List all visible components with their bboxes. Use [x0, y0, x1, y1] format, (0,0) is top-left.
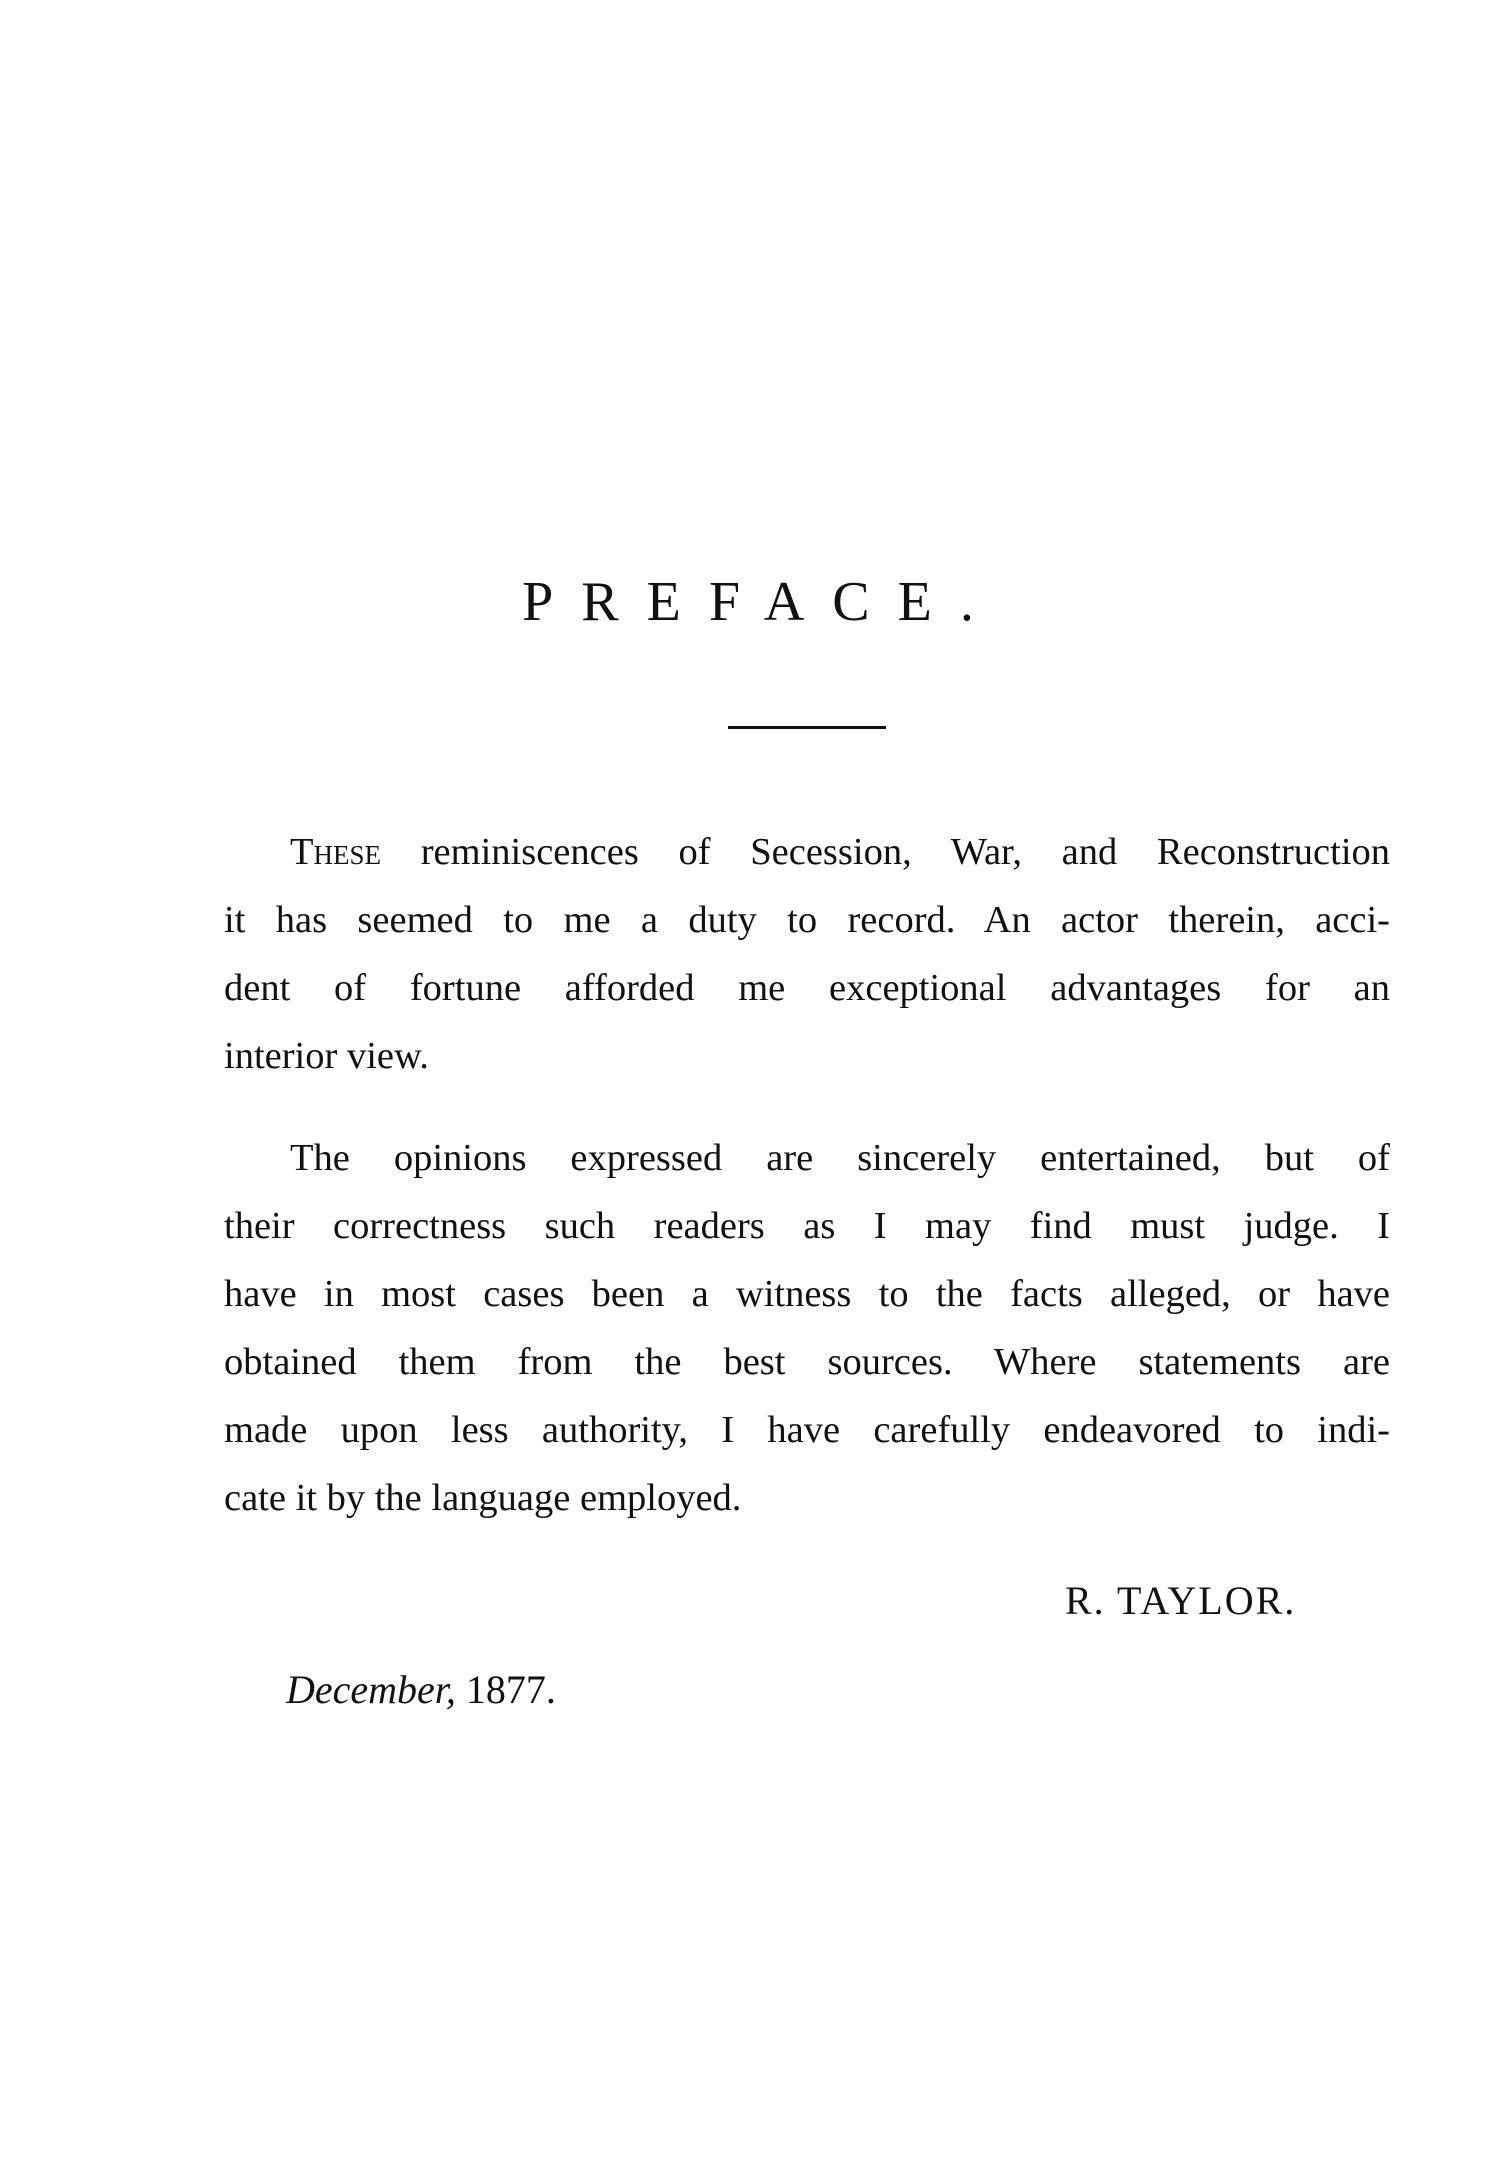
paragraph-1-line-3: dent of fortune afforded me exceptional advantages for an	[224, 967, 1390, 1009]
paragraph-1-line-2: it has seemed to me a duty to record. An actor therein, acci-	[224, 899, 1390, 941]
paragraph-1	[224, 818, 1390, 1090]
paragraph-2-line-2: their correctness such readers as I may find must judge. I	[224, 1205, 1390, 1247]
date-year: 1877.	[465, 1667, 556, 1712]
paragraph-2-line-6: cate it by the language employed.	[224, 1477, 742, 1519]
page-title: PREFACE.	[522, 571, 1002, 633]
date-month: December,	[286, 1667, 456, 1712]
paragraph-1-line-4: interior view.	[224, 1035, 429, 1077]
paragraph-2-line-1	[224, 1124, 1390, 1192]
author-signature: R. TAYLOR.	[1065, 1578, 1297, 1623]
preface-date	[286, 1666, 556, 1713]
title-rule	[728, 726, 886, 729]
paragraph-2-line-4: obtained them from the best sources. Where statements are	[224, 1341, 1390, 1383]
text-line: The opinions expressed are sincerely entertained, but of	[290, 1137, 1390, 1179]
lead-word: These	[290, 831, 382, 873]
paragraph-2-line-5: made upon less authority, I have carefully endeavored to indi-	[224, 1409, 1390, 1451]
paragraph-1-line-1	[224, 818, 1390, 886]
paragraph-2-line-3: have in most cases been a witness to the facts alleged, or have	[224, 1273, 1390, 1315]
text-line: reminiscences of Secession, War, and Reconstruction	[420, 831, 1391, 873]
paragraph-2	[224, 1124, 1390, 1532]
